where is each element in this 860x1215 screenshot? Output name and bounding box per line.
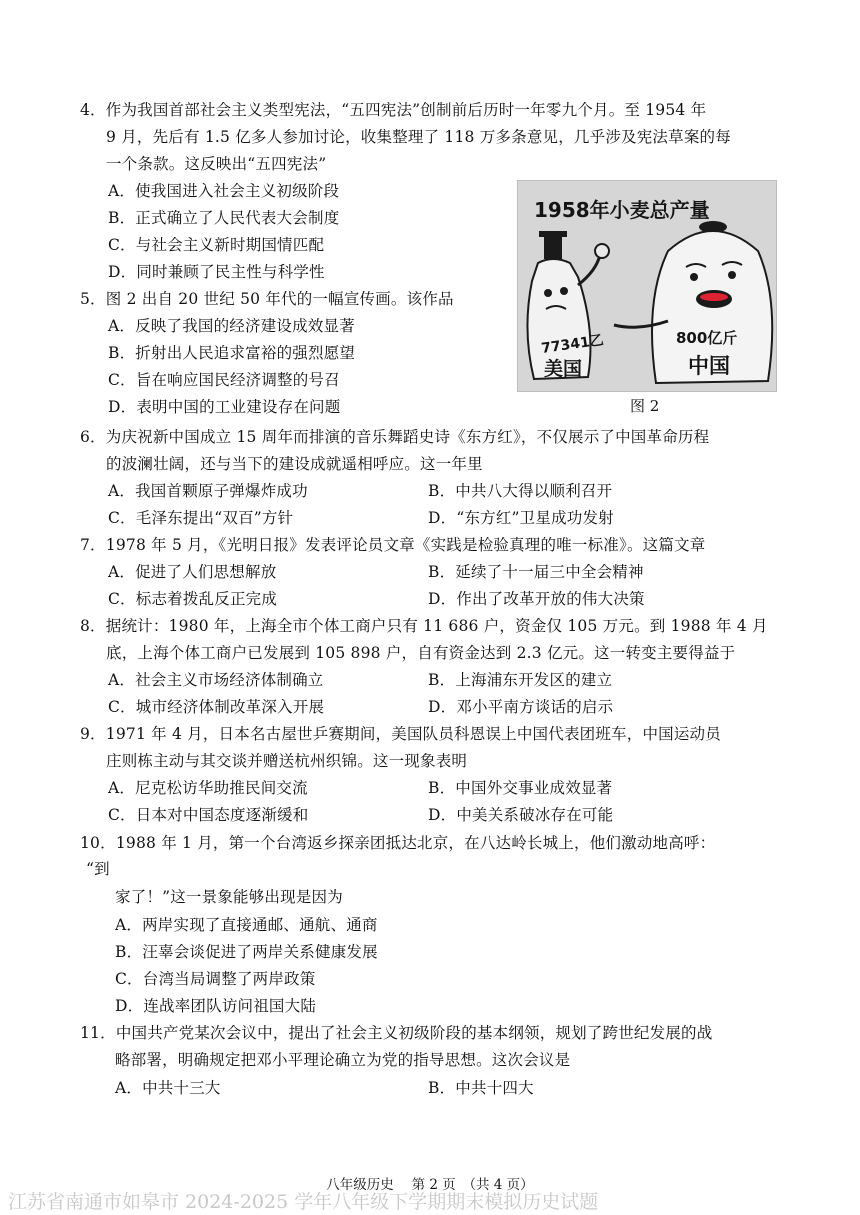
q8-option-d: D．邓小平南方谈话的启示 (428, 698, 614, 716)
q11-option-b: B．中共十四大 (428, 1079, 534, 1097)
q7-stem: 7．1978 年 5 月，《光明日报》发表评论员文章《实践是检验真理的唯一标准》。这篇文章 (80, 536, 706, 554)
q5-option-a: A．反映了我国的经济建设成效显著 (108, 317, 355, 335)
q4-option-b: B．正式确立了人民代表大会制度 (108, 209, 340, 227)
q6-stem-line-2: 的波澜壮阔，还与当下的建设成就遥相呼应。这一年里 (106, 455, 483, 473)
q9-option-c: C．日本对中国态度逐渐缓和 (108, 806, 309, 824)
q5-option-d: D．表明中国的工业建设存在问题 (108, 398, 341, 416)
q9-option-d: D．中美关系破冰存在可能 (428, 806, 614, 824)
q9-option-a: A．尼克松访华助推民间交流 (108, 779, 308, 797)
china-amount-label: 800亿斤 (676, 329, 738, 347)
q11-stem-line-1: 11．中国共产党某次会议中，提出了社会主义初级阶段的基本纲领，规划了跨世纪发展的战 (80, 1024, 713, 1042)
q6-option-b: B．中共八大得以顺利召开 (428, 482, 613, 500)
q9-stem-line-1: 9．1971 年 4 月，日本名古屋世乒赛期间，美国队员科恩误上中国代表团班车，中国运动员 (80, 725, 721, 743)
watermark-text: 江苏省南通市如皋市 2024-2025 学年八年级下学期期末模拟历史试题 (8, 1191, 599, 1213)
q6-option-c: C．毛泽东提出“双百”方针 (108, 509, 294, 527)
propaganda-poster-image (517, 180, 777, 392)
q10-option-a: A．两岸实现了直接通邮、通航、通商 (115, 916, 378, 934)
q4-option-a: A．使我国进入社会主义初级阶段 (108, 182, 340, 200)
poster-illustration (518, 181, 776, 391)
q8-stem-line-1: 8．据统计：1980 年，上海全市个体工商户只有 11 686 户，资金仅 105 万元。到 1988 年 4 月 (80, 617, 768, 635)
q4-stem-line-2: 9 月，先后有 1.5 亿多人参加讨论，收集整理了 118 万多条意见，几乎涉及宪法草案的每 (106, 128, 731, 146)
q4-stem-line-1: 4．作为我国首部社会主义类型宪法，“五四宪法”创制前后历时一年零九个月。至 1954 年 (80, 101, 707, 119)
page-footer: 八年级历史 第 2 页 （共 4 页） (326, 1177, 534, 1193)
q5-stem: 5．图 2 出自 20 世纪 50 年代的一幅宣传画。该作品 (80, 290, 454, 308)
q8-option-a: A．社会主义市场经济体制确立 (108, 671, 324, 689)
q10-option-d: D．连战率团队访问祖国大陆 (115, 997, 317, 1015)
q4-option-d: D．同时兼顾了民主性与科学性 (108, 263, 325, 281)
q11-option-a: A．中共十三大 (115, 1079, 221, 1097)
q9-option-b: B．中国外交事业成效显著 (428, 779, 613, 797)
q6-stem-line-1: 6．为庆祝新中国成立 15 周年而排演的音乐舞蹈史诗《东方红》，不仅展示了中国革命历程 (80, 428, 710, 446)
q10-stem-line-2: “到 (86, 860, 110, 878)
q8-stem-line-2: 底，上海个体工商户已发展到 105 898 户，自有资金达到 2.3 亿元。这一转变主要得益于 (106, 644, 736, 662)
figure-caption: 图 2 (630, 397, 660, 415)
q7-option-c: C．标志着拨乱反正完成 (108, 590, 278, 608)
q10-option-b: B．汪辜会谈促进了两岸关系健康发展 (115, 943, 378, 961)
q7-option-b: B．延续了十一届三中全会精神 (428, 563, 644, 581)
q7-option-a: A．促进了人们思想解放 (108, 563, 277, 581)
q4-stem-line-3: 一个条款。这反映出“五四宪法” (106, 155, 327, 173)
q6-option-d: D．“东方红”卫星成功发射 (428, 509, 614, 527)
q7-option-d: D．作出了改革开放的伟大决策 (428, 590, 645, 608)
usa-amount-label: 77341乙 (540, 332, 605, 357)
q9-stem-line-2: 庄则栋主动与其交谈并赠送杭州织锦。这一现象表明 (106, 752, 468, 770)
q4-option-c: C．与社会主义新时期国情匹配 (108, 236, 325, 254)
q8-option-b: B．上海浦东开发区的建立 (428, 671, 613, 689)
q5-option-c: C．旨在响应国民经济调整的号召 (108, 371, 340, 389)
poster-title: 1958年小麦总产量 (534, 198, 710, 222)
q6-option-a: A．我国首颗原子弹爆炸成功 (108, 482, 308, 500)
q8-option-c: C．城市经济体制改革深入开展 (108, 698, 325, 716)
q10-stem-line-1: 10．1988 年 1 月，第一个台湾返乡探亲团抵达北京，在八达岭长城上，他们激动地高呼： (80, 834, 716, 852)
china-label: 中国 (688, 354, 730, 378)
q10-stem-line-3: 家了！”这一景象能够出现是因为 (115, 888, 343, 906)
usa-label: 美国 (544, 358, 583, 380)
q10-option-c: C．台湾当局调整了两岸政策 (115, 970, 316, 988)
q5-option-b: B．折射出人民追求富裕的强烈愿望 (108, 344, 356, 362)
q11-stem-line-2: 略部署，明确规定把邓小平理论确立为党的指导思想。这次会议是 (115, 1051, 571, 1069)
